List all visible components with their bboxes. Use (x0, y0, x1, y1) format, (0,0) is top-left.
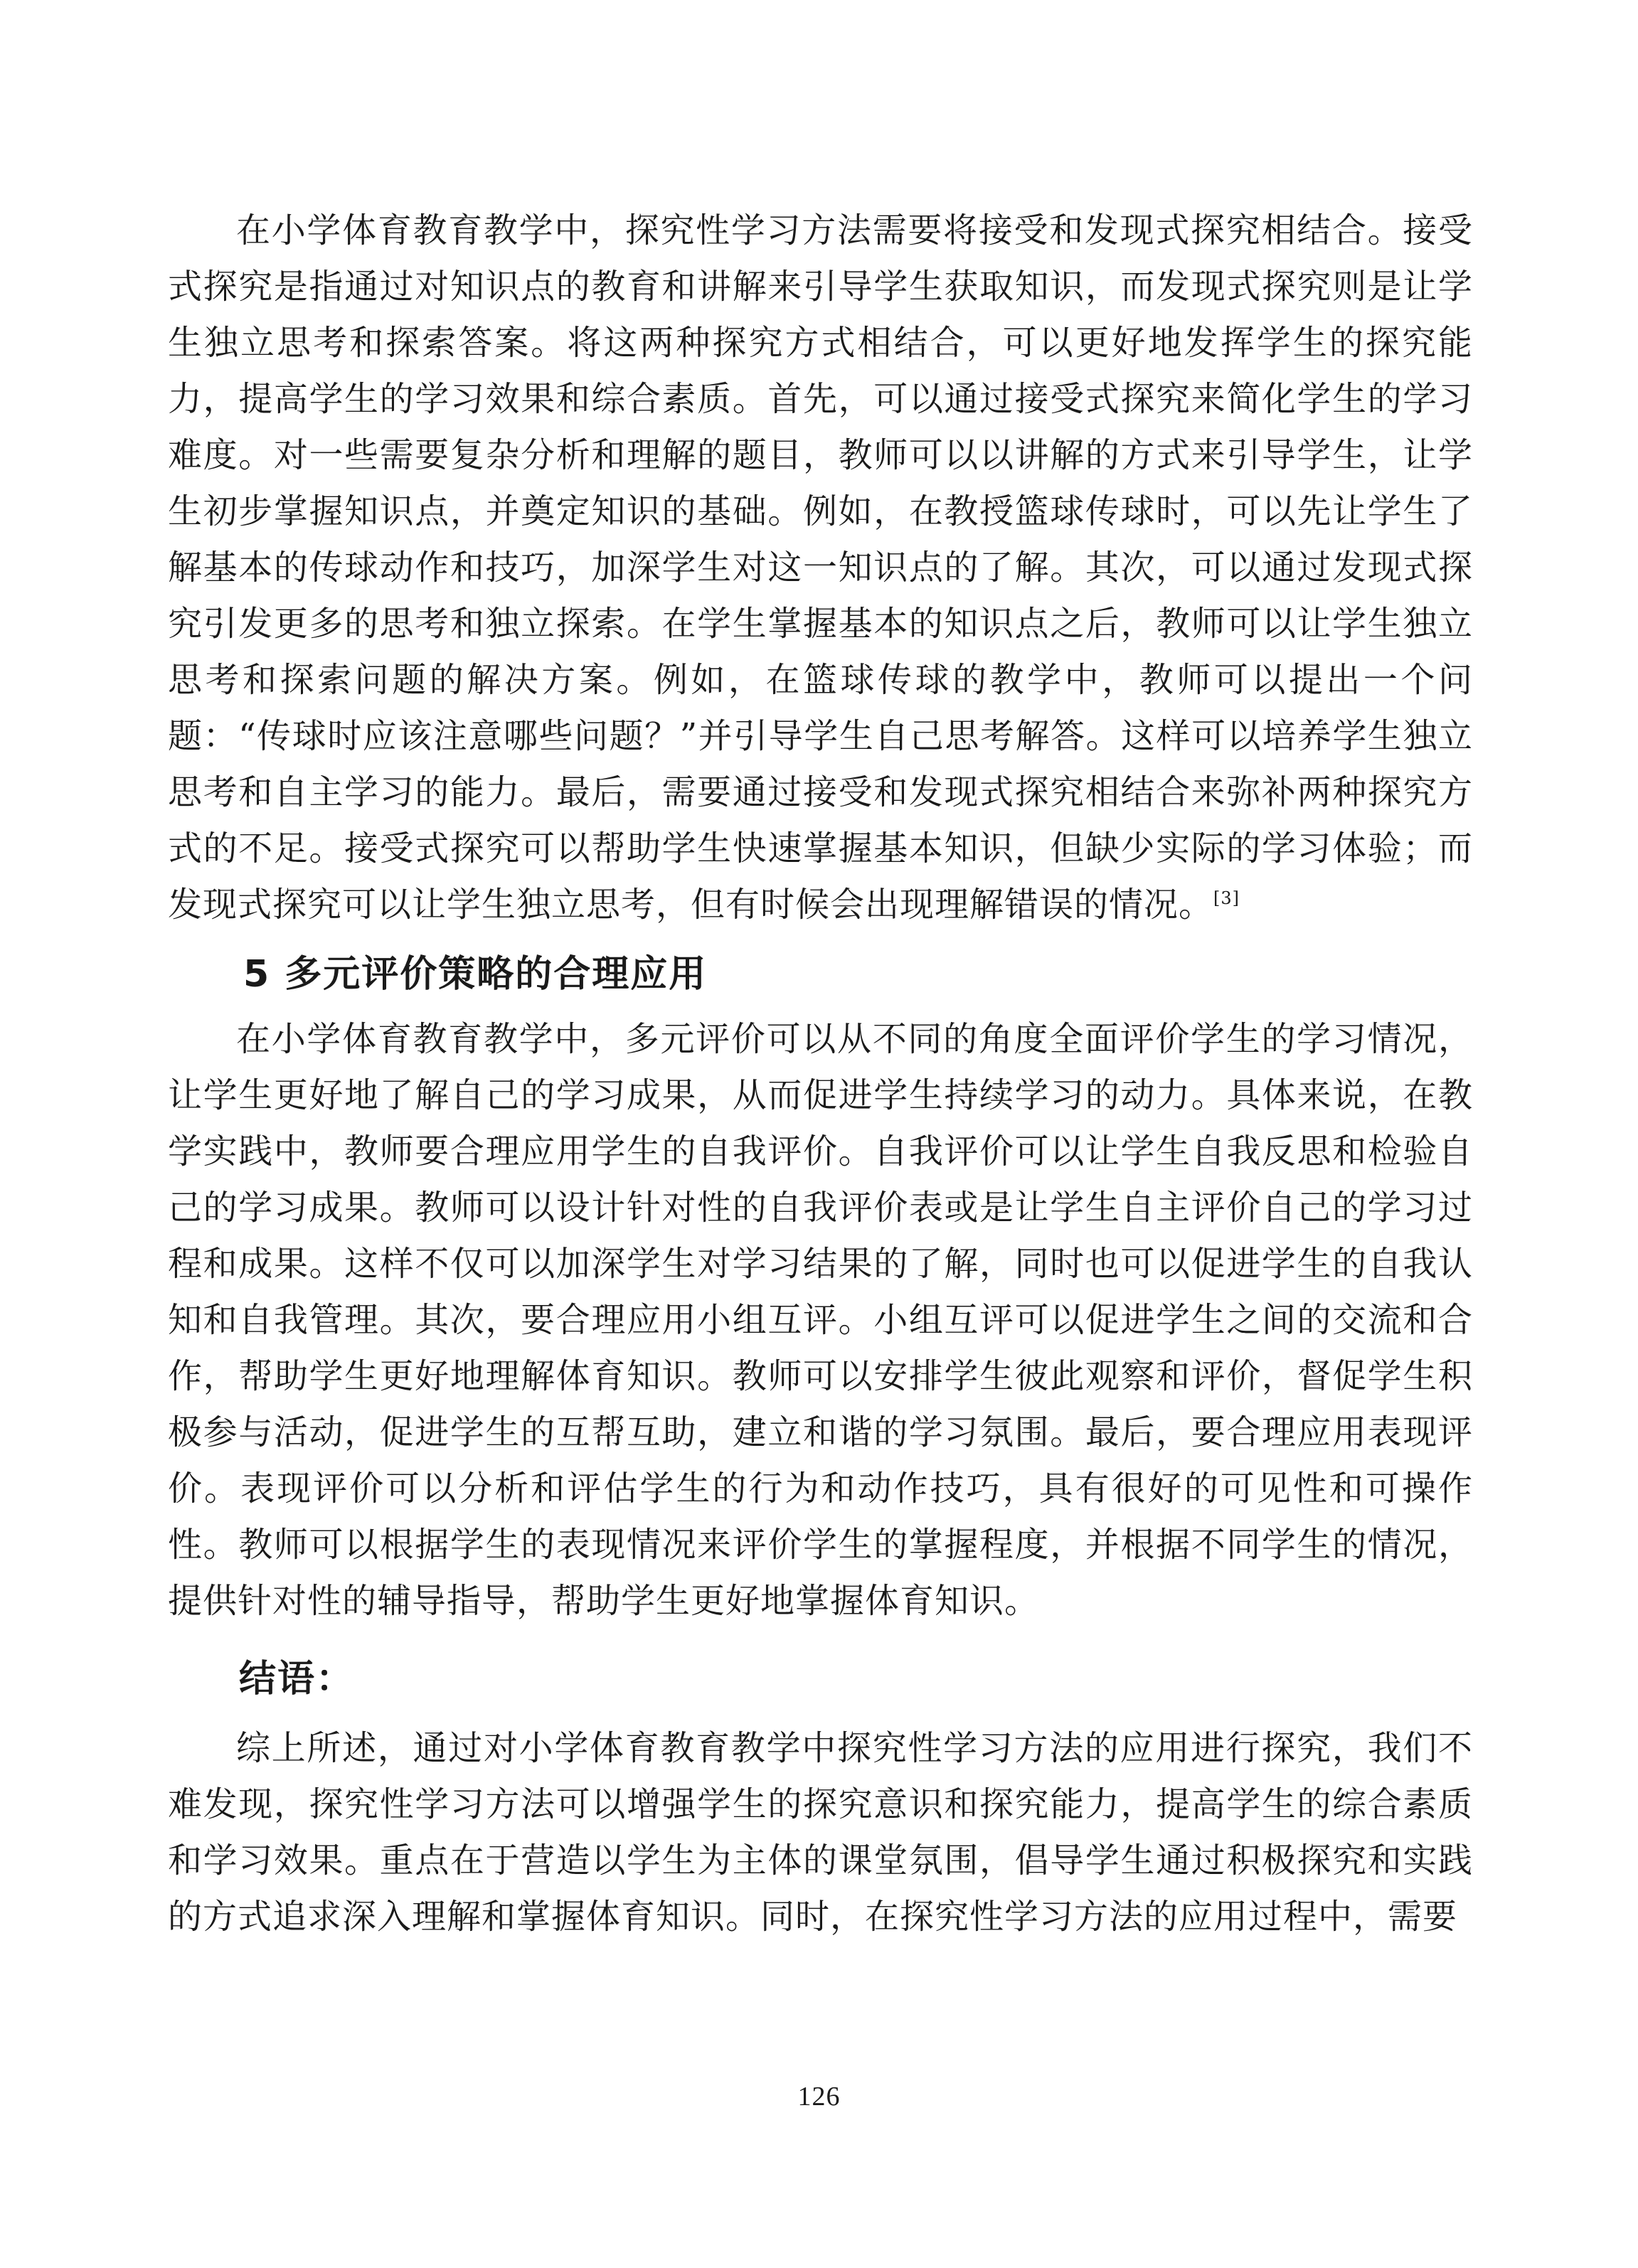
conclusion-heading: 结语： (239, 1658, 355, 1700)
page-number: 126 (797, 2082, 841, 2112)
section4-paragraph (168, 203, 1473, 933)
section5-paragraph: 在小学体育教育教学中，多元评价可以从不同的角度全面评价学生的学习情况，让学生更好地了解自己的学习成果，从而促进学生持续学习的动力。具体来说，在教学实践中，教师要合理应用学生的自我评价。自我评价可以让学生自我反思和检验自己的学习成果。教师可以设计针对性的自我评价表或是让学生自主评价自己的学习过程和成果。这样不仅可以加深学生对学习结果的了解，同时也可以促进学生的自我认知和自我管理。其次，要合理应用小组互评。小组互评可以促进学生之间的交流和合作，帮助学生更好地理解体育知识。教师可以安排学生彼此观察和评价，督促学生积极参与活动，促进学生的互帮互助，建立和谐的学习氛围。最后，要合理应用表现评价。表现评价可以分析和评估学生的行为和动作技巧，具有很好的可见性和可操作性。教师可以根据学生的表现情况来评价学生的掌握程度，并根据不同学生的情况，提供针对性的辅导指导，帮助学生更好地掌握体育知识。 (168, 1019, 1473, 1621)
section4-paragraph-text: 在小学体育教育教学中，探究性学习方法需要将接受和发现式探究相结合。接受式探究是指通过对知识点的教育和讲解来引导学生获取知识，而发现式探究则是让学生独立思考和探索答案。将这两种探究方式相结合，可以更好地发挥学生的探究能力，提高学生的学习效果和综合素质。首先，可以通过接受式探究来简化学生的学习难度。对一些需要复杂分析和理解的题目，教师可以以讲解的方式来引导学生，让学生初步掌握知识点，并奠定知识的基础。例如，在教授篮球传球时，可以先让学生了解基本的传球动作和技巧，加深学生对这一知识点的了解。其次，可以通过发现式探究引发更多的思考和独立探索。在学生掌握基本的知识点之后，教师可以让学生独立思考和探索问题的解决方案。例如，在篮球传球的教学中，教师可以提出一个问题：“传球时应该注意哪些问题？”并引导学生自己思考解答。这样可以培养学生独立思考和自主学习的能力。最后，需要通过接受和发现式探究相结合来弥补两种探究方式的不足。接受式探究可以帮助学生快速掌握基本知识，但缺少实际的学习体验；而发现式探究可以让学生独立思考，但有时候会出现理解错误的情况。 (168, 211, 1473, 925)
conclusion-paragraph: 综上所述，通过对小学体育教育教学中探究性学习方法的应用进行探究，我们不难发现，探究性学习方法可以增强学生的探究意识和探究能力，提高学生的综合素质和学习效果。重点在于营造以学生为主体的课堂氛围，倡导学生通过积极探究和实践的方式追求深入理解和掌握体育知识。同时，在探究性学习方法的应用过程中，需要 (168, 1728, 1473, 1937)
document-body (168, 203, 1473, 1945)
section5-heading: 5 多元评价策略的合理应用 (243, 953, 708, 996)
citation-marker: [3] (1213, 888, 1240, 908)
